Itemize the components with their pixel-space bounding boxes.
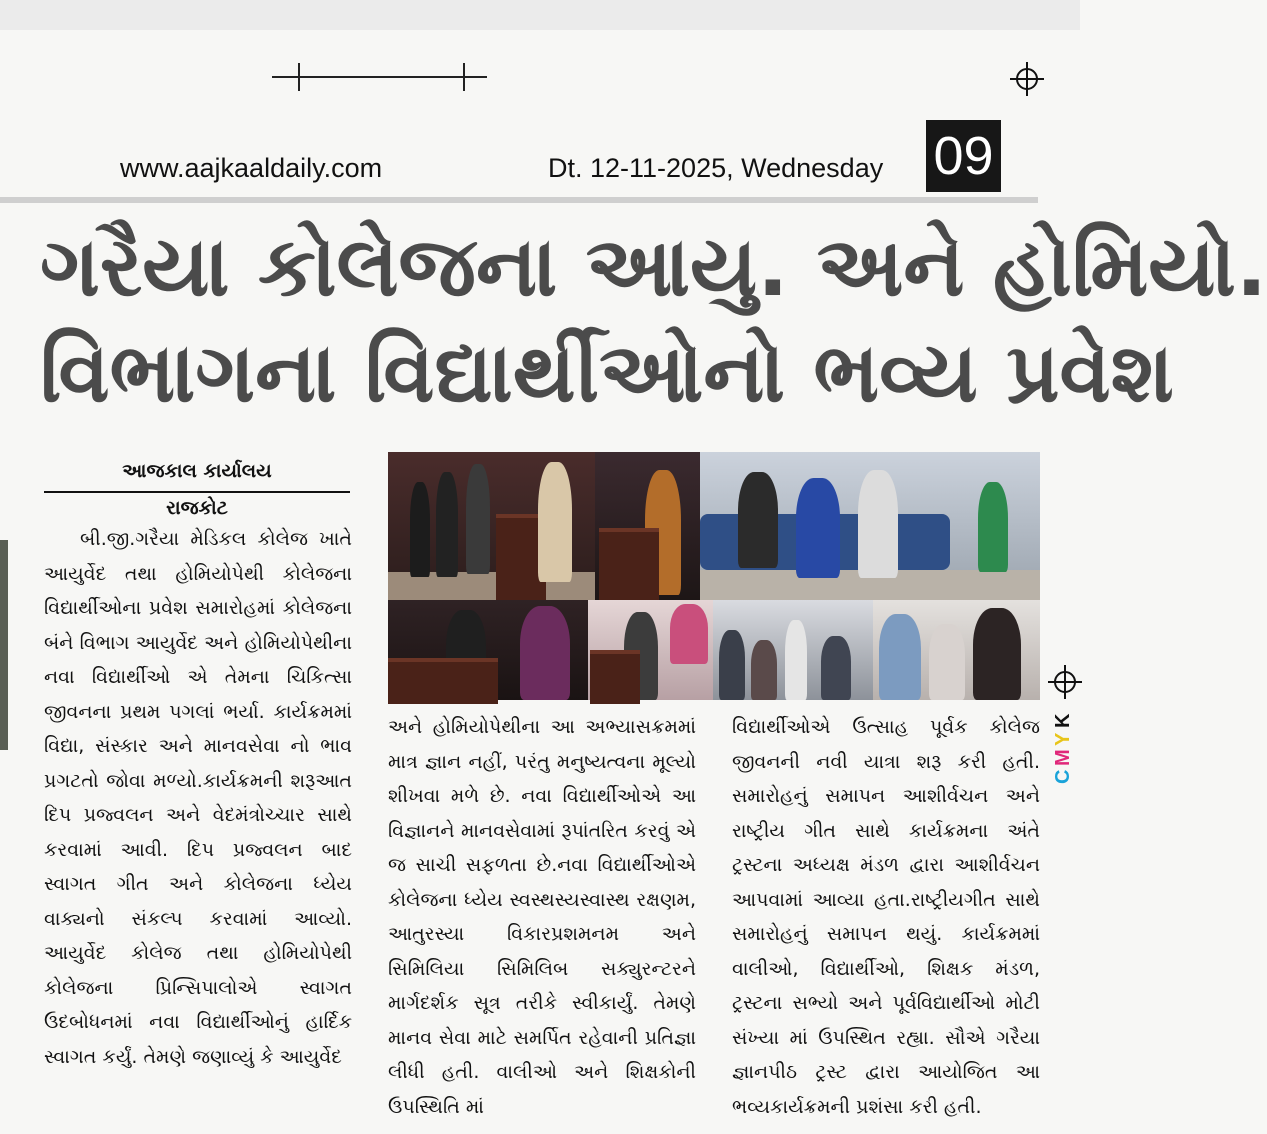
photo-stage-guests — [700, 452, 1040, 600]
registration-target-icon — [1016, 68, 1038, 90]
photo-students — [873, 600, 1040, 700]
photo-lamp-lighting — [388, 452, 595, 600]
issue-date: Dt. 12-11-2025, Wednesday — [548, 153, 884, 183]
page-number: 09 — [926, 120, 1001, 192]
cmyk-print-mark — [1052, 704, 1076, 784]
byline-place: રાજકોટ — [166, 497, 228, 519]
headline-line-1: ગરૈયા કોલેજના આયુ. અને હોમિયો. — [40, 220, 1267, 315]
cmyk-k: K — [1052, 713, 1074, 728]
article-column-1: બી.જી.ગરૈયા મેડિકલ કોલેજ ખાતે આયુર્વેદ તથા હોમિયોપેથી કોલેજના વિદ્યાર્થીઓના પ્રવેશ સમારોહમાં કોલેજના બંને વિભાગ આયુર્વેદ અને હોમિયોપેથીના નવા વિદ્યાર્થીઓ એ તેમના ચિકિત્સા જીવનના પ્રથમ પગલાં ભર્યા. કાર્યક્રમમાં વિદ્યા, સંસ્કાર અને માનવસેવા નો ભાવ પ્રગટતો જોવા મળ્યો.કાર્યક્રમની શરૂઆત દિપ પ્રજ્વલન અને વેદમંત્રોચ્ચાર સાથે કરવામાં આવી. દિપ પ્રજ્વલન બાદ સ્વાગત ગીત અને કોલેજના ધ્યેય વાક્યનો સંકલ્પ કરવામાં આવ્યો. આયુર્વેદ કોલેજ તથા હોમિયોપેથી કોલેજના પ્રિન્સિપાલોએ સ્વાગત ઉદબોધનમાં નવા વિદ્યાર્થીઓનું હાર્દિક સ્વાગત કર્યું. તેમણે જણાવ્યું કે આયુર્વેદ — [44, 528, 352, 1068]
article-headline — [40, 215, 1267, 427]
cmyk-y: Y — [1052, 732, 1074, 746]
cmyk-c: C — [1052, 769, 1074, 784]
photo-speaker-woman — [595, 452, 700, 600]
crop-mark-tick — [463, 63, 465, 91]
photo-speaker-guest — [588, 600, 713, 700]
headline-line-2: વિભાગના વિદ્યાર્થીઓનો ભવ્ય પ્રવેશ — [40, 326, 1174, 421]
crop-mark-line — [272, 76, 487, 78]
adjacent-article-photo-edge — [0, 540, 8, 750]
photo-audience — [713, 600, 873, 700]
crop-mark-tick — [298, 63, 300, 91]
byline-divider — [44, 491, 350, 493]
photo-speaker-man — [388, 600, 588, 700]
article-column-2: અને હોમિયોપેથીના આ અભ્યાસક્રમમાં માત્ર જ્ઞાન નહીં, પરંતુ મનુષ્યત્વના મૂલ્યો શીખવા મળે છે. નવા વિદ્યાર્થીઓએ આ વિજ્ઞાનને માનવસેવામાં રૂપાંતરિત કરવું એ જ સાચી સફળતા છે.નવા વિદ્યાર્થીઓએ કોલેજના ધ્યેય સ્વસ્થસ્યસ્વાસ્થ રક્ષણમ, આતુરસ્યા વિકારપ્રશમનમ અને સિમિલિયા સિમિલિબ સક્યુરન્ટરને માર્ગદર્શક સૂત્ર તરીકે સ્વીકાર્યું. તેમણે માનવ સેવા માટે સમર્પિત રહેવાની પ્રતિજ્ઞા લીધી હતી. વાલીઓ અને શિક્ષકોની ઉપસ્થિતિ માં — [388, 716, 696, 1118]
website-url: www.aajkaaldaily.com — [120, 153, 383, 183]
header-rule — [0, 197, 1038, 203]
article-column-3: વિદ્યાર્થીઓએ ઉત્સાહ પૂર્વક કોલેજ જીવનની નવી યાત્રા શરૂ કરી હતી. સમારોહનું સમાપન આશીર્વચન અને રાષ્ટ્રીય ગીત સાથે કાર્યક્રમના અંતે ટ્રસ્ટના અધ્યક્ષ મંડળ દ્વારા આશીર્વચન આપવામાં આવ્યા હતા.રાષ્ટ્રીયગીત સાથે સમારોહનું સમાપન થયું. કાર્યક્રમમાં વાલીઓ, વિદ્યાર્થીઓ, શિક્ષક મંડળ, ટ્રસ્ટના સભ્યો અને પૂર્વવિદ્યાર્થીઓ મોટી સંખ્યા માં ઉપસ્થિત રહ્યા. સૌએ ગરૈયા જ્ઞાનપીઠ ટ્રસ્ટ દ્વારા આયોજિત આ ભવ્યકાર્યક્રમની પ્રશંસા કરી હતી. — [732, 716, 1040, 1118]
registration-target-icon — [1054, 671, 1076, 693]
top-margin — [0, 0, 1080, 30]
byline-source: આજકાલ કાર્યાલય — [122, 460, 272, 482]
cmyk-m: M — [1052, 749, 1074, 766]
